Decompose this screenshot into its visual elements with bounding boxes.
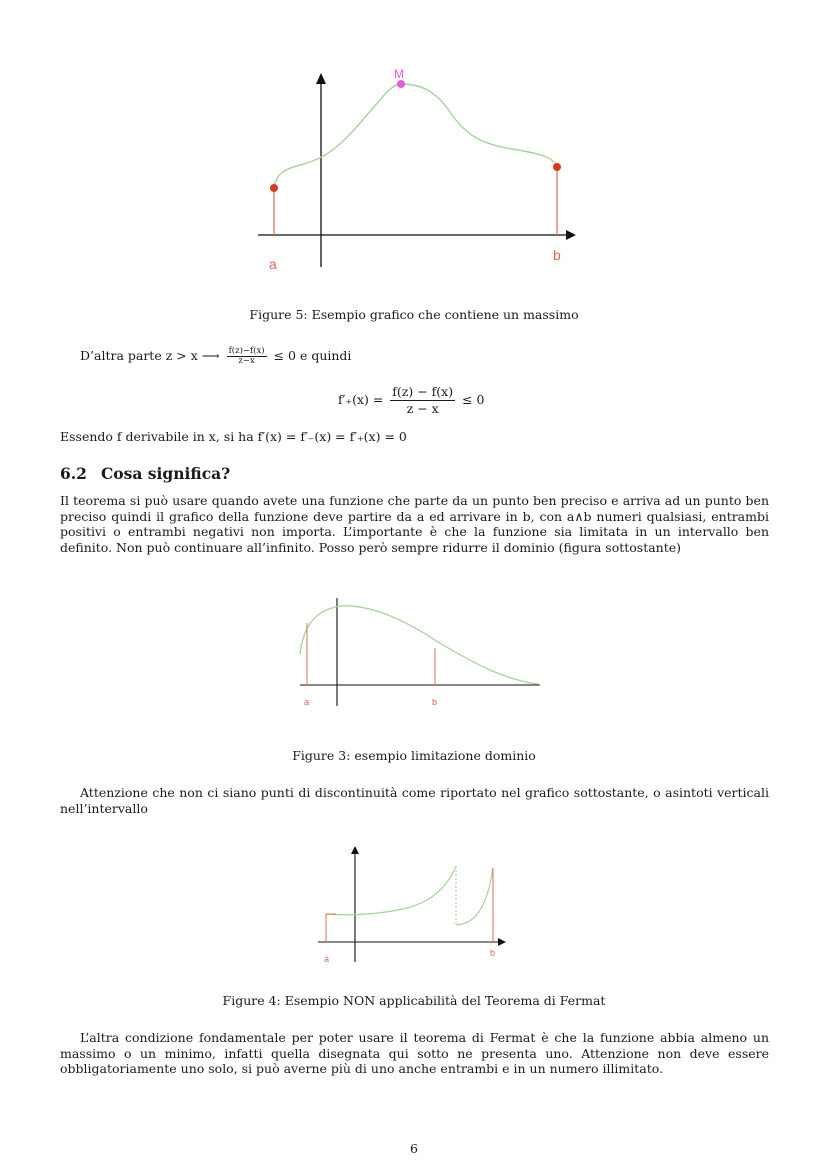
y-axis-arrow-icon (351, 846, 359, 854)
maximum-label: M (394, 67, 404, 81)
figure-3-caption: Figure 3: esempio limitazione dominio (292, 748, 536, 763)
function-curve-right (456, 868, 493, 925)
display-equation-lhs: f′₊(x) = (338, 392, 384, 407)
derivation-line-prefix: D’altra parte z > x ⟶ (80, 348, 220, 363)
x-axis-arrow-icon (498, 938, 506, 946)
section-heading (60, 464, 230, 483)
derivative-conclusion: Essendo f derivabile in x, si ha f′(x) = f′₋(x) = f′₊(x) = 0 (60, 429, 407, 444)
function-curve (300, 606, 538, 684)
point-b-label: b (432, 697, 438, 707)
y-axis-arrow-icon (316, 73, 326, 84)
display-equation (338, 384, 485, 417)
endpoint-a-dot (270, 184, 278, 192)
section-title: Cosa significa? (100, 464, 231, 483)
point-b-label: b (553, 247, 561, 263)
inline-fraction-numerator: f(z)−f(x) (228, 346, 265, 356)
function-curve-left (326, 866, 456, 915)
derivation-line-suffix: ≤ 0 e quindi (273, 348, 352, 363)
maximum-point-dot (397, 80, 405, 88)
inline-fraction-denominator: z−x (238, 356, 255, 366)
figure-3-graph (290, 592, 550, 717)
endpoint-b-dot (553, 163, 561, 171)
paragraph-3: L’altra condizione fondamentale per poter usare il teorema di Fermat è che la funzione abbia almeno un massimo o un minimo, infatti quella disegnata qui sotto ne presenta uno. Attenzione non deve essere obbligatoriamente uno solo, si può averne più di uno anche entrambi e in un numero illimitato. (60, 1030, 769, 1076)
display-equation-rhs: ≤ 0 (462, 392, 485, 407)
paragraph-2: Attenzione che non ci siano punti di discontinuità come riportato nel grafico sottostante, o asintoti verticali nell’intervallo (60, 785, 769, 816)
point-a-label: a (324, 954, 330, 964)
point-a-label: a (304, 697, 310, 707)
display-fraction-numerator: f(z) − f(x) (392, 384, 454, 399)
display-fraction-denominator: z − x (406, 401, 439, 416)
point-b-label: b (490, 948, 496, 958)
section-number: 6.2 (60, 464, 87, 483)
figure-4-caption: Figure 4: Esempio NON applicabilità del Teorema di Fermat (222, 993, 606, 1008)
figure-5-graph (250, 62, 590, 282)
figure-5-caption: Figure 5: Esempio grafico che contiene un massimo (249, 307, 579, 322)
figure-4-graph (312, 840, 516, 968)
derivation-line (80, 347, 351, 366)
paragraph-1: Il teorema si può usare quando avete una funzione che parte da un punto ben preciso e arriva ad un punto ben preciso quindi il grafico della funzione deve partire da a ed arrivare in b, con a∧b numeri qualsiasi, entrambi positivi o entrambi negativi non importa. L’importante è che la funzione sia limitata in un intervallo ben definito. Non può continuare all’infinito. Posso però sempre ridurre il dominio (figura sottostante) (60, 493, 769, 555)
x-axis-arrow-icon (566, 230, 576, 240)
display-fraction (390, 384, 455, 417)
point-a-label: a (269, 256, 277, 272)
inline-fraction (227, 347, 267, 366)
page-number: 6 (410, 1141, 418, 1156)
function-curve (274, 84, 557, 188)
